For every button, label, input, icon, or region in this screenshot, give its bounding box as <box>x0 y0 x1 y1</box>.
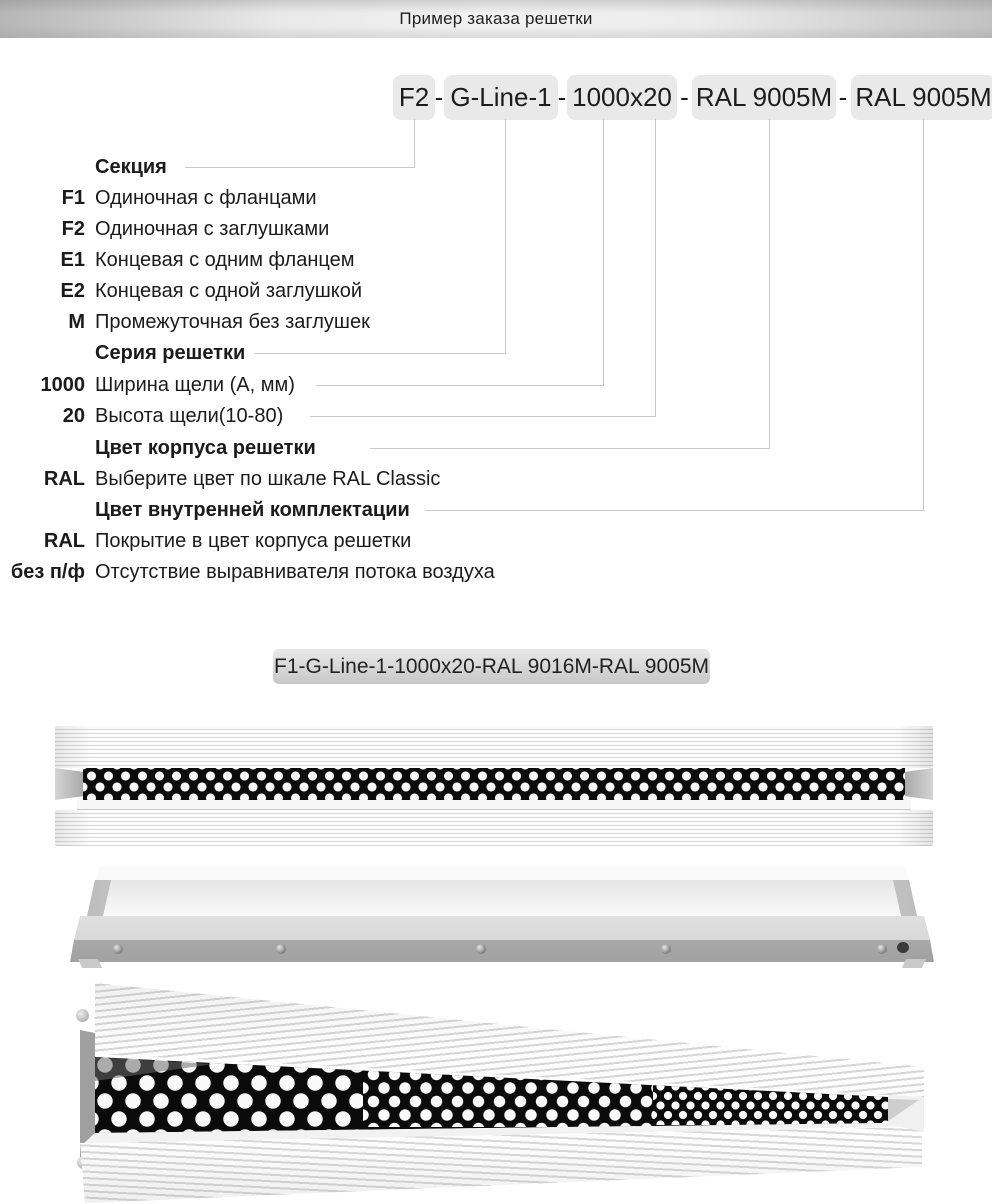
screw-icon <box>276 944 286 954</box>
legend-key: 1000 <box>40 374 85 396</box>
legend-row <box>0 559 495 585</box>
grille-back-foot-left <box>78 959 102 968</box>
legend-key: E2 <box>60 280 85 302</box>
legend-row <box>0 435 316 461</box>
order-code-part-insert-color: RAL 9005M <box>851 75 992 120</box>
order-code-separator: - <box>434 82 444 112</box>
connector-line-insert-color <box>425 119 924 511</box>
legend-key: F2 <box>61 218 85 240</box>
order-code-separator: - <box>557 82 567 112</box>
legend-label: Концевая с одним фланцем <box>95 249 355 271</box>
legend-key: F1 <box>61 187 85 209</box>
page-header <box>0 0 992 38</box>
page-title: Пример заказа решетки <box>399 9 593 28</box>
grille-perforated-insert <box>83 768 905 800</box>
legend-key <box>0 435 85 461</box>
legend-label: Одиночная с фланцами <box>95 187 317 209</box>
legend-label: Промежуточная без заглушек <box>95 311 370 333</box>
legend-key <box>0 497 85 523</box>
screw-icon <box>661 944 671 954</box>
legend-key: без п/ф <box>10 561 85 583</box>
legend-row <box>0 403 283 429</box>
legend-key: RAL <box>43 468 85 490</box>
legend-row <box>0 154 167 180</box>
order-code-separator: - <box>680 82 689 112</box>
legend-key: E1 <box>60 249 85 271</box>
legend-label: Высота щели(10-80) <box>95 405 284 427</box>
legend-key <box>0 154 85 180</box>
grille-top-flange <box>55 726 933 768</box>
legend-row <box>0 309 370 335</box>
order-code-part-size: 1000x20 <box>567 75 677 120</box>
grille-back-photo <box>68 862 936 970</box>
order-code-part-section: F2 <box>393 75 435 120</box>
legend-label: Покрытие в цвет корпуса решетки <box>95 530 412 552</box>
order-code-separator: - <box>838 82 848 112</box>
legend-label: Одиночная с заглушками <box>95 218 330 240</box>
grille-bottom-flange <box>55 810 933 846</box>
legend-row <box>0 216 329 242</box>
order-code-part-series: G-Line-1 <box>444 75 558 120</box>
legend-row <box>0 466 440 492</box>
legend-row <box>0 247 354 273</box>
legend-row <box>0 185 317 211</box>
legend-row <box>0 528 411 554</box>
legend-key: RAL <box>43 530 85 552</box>
grille-recess-bevel-left <box>55 768 83 800</box>
legend-row <box>0 372 295 398</box>
grille-recess-bevel-right <box>905 768 933 800</box>
example-code-label: F1-G-Line-1-1000x20-RAL 9016M-RAL 9005M <box>273 649 710 684</box>
grille-sill <box>77 800 911 810</box>
legend-label: Отсутствие выравнивателя потока воздуха <box>95 561 495 583</box>
screw-icon <box>76 1009 89 1022</box>
legend-label: Цвет внутренней комплектации <box>95 499 410 521</box>
legend-key: 20 <box>62 405 85 427</box>
grille-front-photo <box>55 726 933 846</box>
legend-label: Цвет корпуса решетки <box>95 437 316 459</box>
legend-label: Ширина щели (А, мм) <box>95 374 295 396</box>
legend-label: Серия решетки <box>95 342 246 364</box>
screw-icon <box>877 944 887 954</box>
grille-back-foot-right <box>902 959 926 968</box>
legend-label: Секция <box>95 156 167 178</box>
legend-key <box>0 340 85 366</box>
legend-key: M <box>68 311 85 333</box>
screw-icon <box>113 944 123 954</box>
grille-back-hole <box>897 942 909 953</box>
grille-perspective-photo <box>63 983 940 1204</box>
legend-label: Выберите цвет по шкале RAL Classic <box>95 468 441 490</box>
legend-row <box>0 340 245 366</box>
order-code-part-body-color: RAL 9005M <box>692 75 836 120</box>
legend-row <box>0 278 362 304</box>
legend-label: Концевая с одной заглушкой <box>95 280 363 302</box>
legend-row <box>0 497 410 523</box>
screw-icon <box>476 944 486 954</box>
